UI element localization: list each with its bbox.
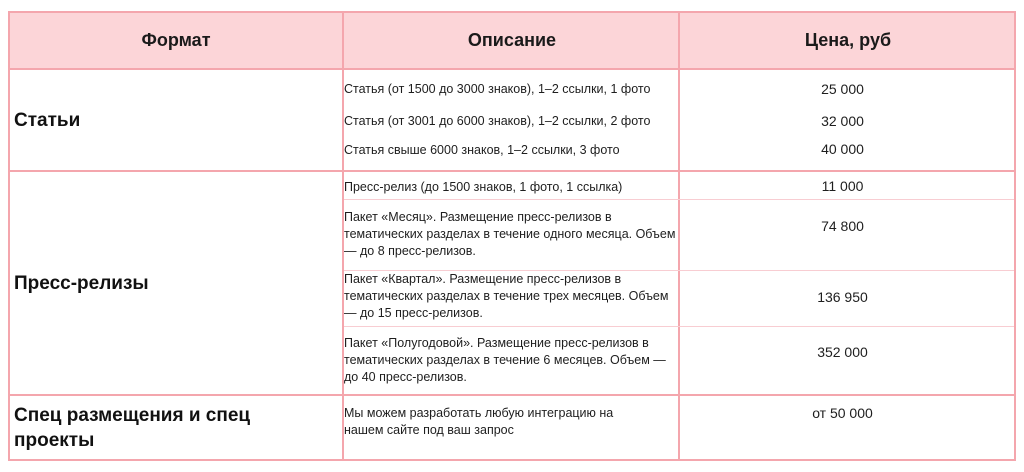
- price-cell: 32 000: [821, 113, 864, 129]
- row-separator: [344, 199, 1014, 200]
- price-cell: 352 000: [817, 344, 868, 360]
- description-cell: Пакет «Полугодовой». Размещение пресс-релизов в тематических разделах в течение 6 месяцев. Объем — до 40 пресс-релизов.: [344, 336, 666, 384]
- description-cell: Пакет «Квартал». Размещение пресс-релизов в тематических разделах в течение трех месяцев. Объем — до 15 пресс-релизов.: [344, 272, 669, 320]
- format-articles: Статьи: [14, 109, 81, 131]
- price-cell: 11 000: [821, 178, 864, 194]
- header-format: Формат: [141, 29, 211, 50]
- format-special-projects: Спец размещения и спец проекты: [14, 404, 251, 451]
- price-cell: от 50 000: [812, 405, 873, 421]
- description-cell: Статья (от 3001 до 6000 знаков), 1–2 ссылки, 2 фото: [344, 114, 651, 128]
- description-cell: Статья свыше 6000 знаков, 1–2 ссылки, 3 фото: [344, 143, 620, 157]
- header-description: Описание: [467, 29, 557, 50]
- price-cell: 40 000: [821, 141, 864, 157]
- border-bottom: [8, 459, 1016, 461]
- price-cell: 136 950: [817, 289, 868, 305]
- price-cell: 25 000: [821, 81, 864, 97]
- format-press-releases: Пресс-релизы: [14, 272, 149, 294]
- border-top: [8, 11, 1016, 13]
- pricing-table: [8, 11, 1016, 461]
- description-cell: Пакет «Месяц». Размещение пресс-релизов в тематических разделах в течение одного месяца. Объем — до 8 пресс-релизов.: [344, 210, 676, 258]
- description-cell: Пресс-релиз (до 1500 знаков, 1 фото, 1 ссылка): [344, 180, 623, 194]
- description-cell: Мы можем разработать любую интеграцию на нашем сайте под ваш запрос: [344, 406, 614, 437]
- price-cell: 74 800: [821, 218, 864, 234]
- description-cell: Статья (от 1500 до 3000 знаков), 1–2 ссылки, 1 фото: [344, 82, 651, 96]
- header-price: Цена, руб: [804, 29, 892, 50]
- row-separator: [344, 326, 1014, 327]
